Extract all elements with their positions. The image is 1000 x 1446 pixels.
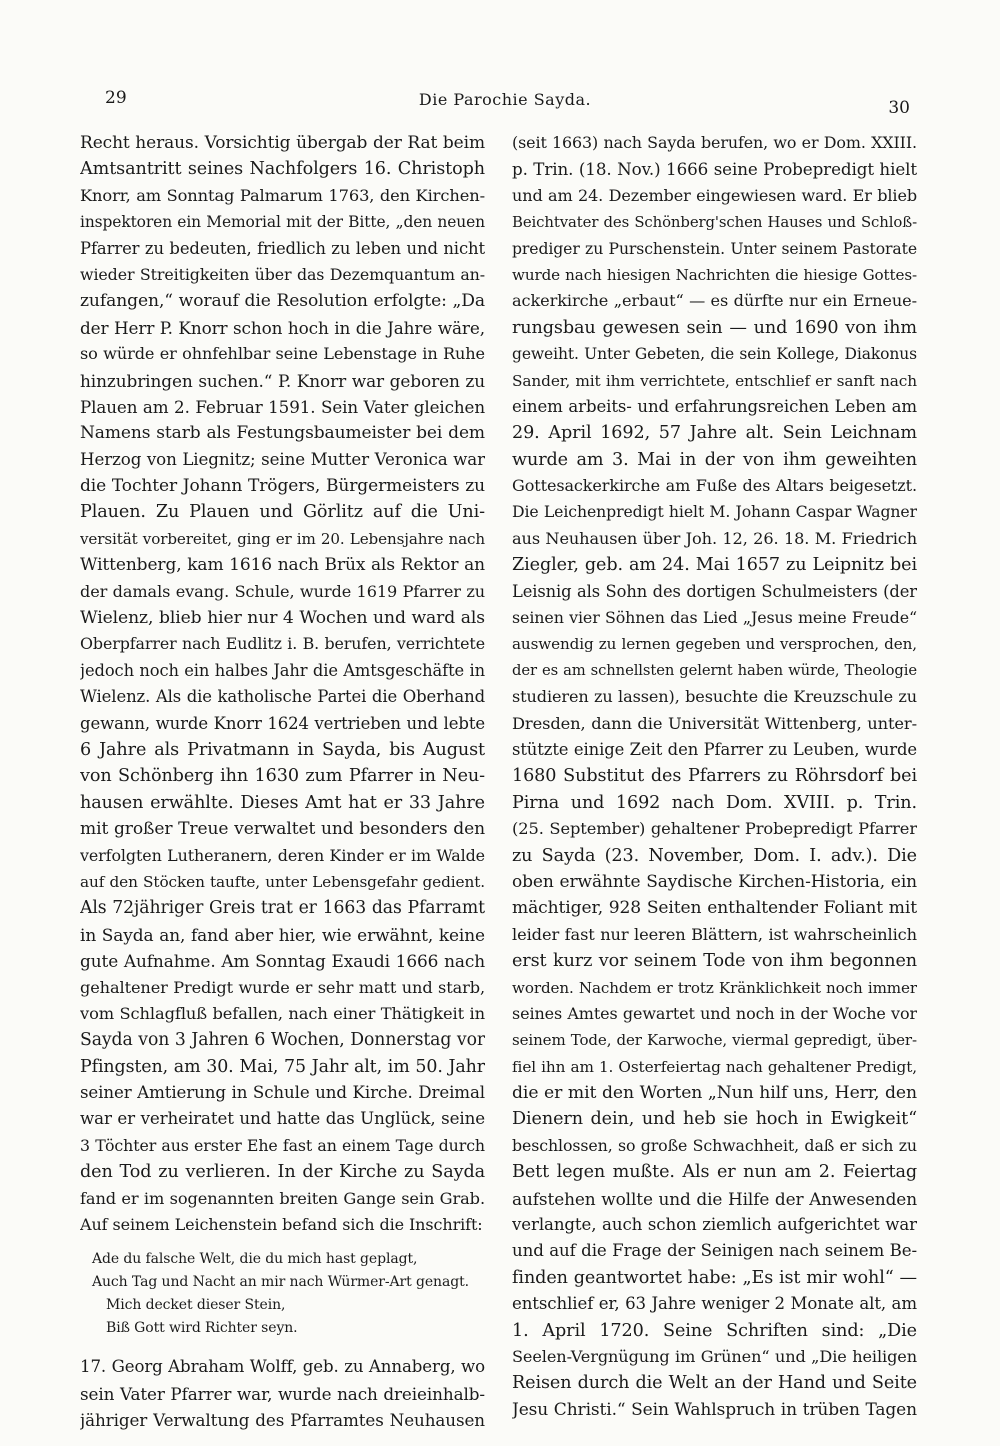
text-line: 1. April 1720. Seine Schriften sind: „Die — [512, 1320, 917, 1341]
text-line: Die Leichenpredigt hielt M. Johann Caspar Wagner — [512, 502, 917, 522]
text-line: versität vorbereitet, ging er im 20. Lebensjahre nach — [80, 529, 485, 548]
text-line: gute Aufnahme. Am Sonntag Exaudi 1666 nach — [80, 951, 485, 972]
text-line: Bett legen mußte. Als er nun am 2. Feiertag — [512, 1162, 917, 1183]
text-line: wurde am 3. Mai in der von ihm geweihten — [512, 449, 917, 470]
verse-line: Auch Tag und Nacht an mir nach Würmer-Art genagt. — [92, 1274, 469, 1291]
text-line: (seit 1663) nach Sayda berufen, wo er Dom. XXIII. — [512, 133, 917, 152]
text-line: 29. April 1692, 57 Jahre alt. Sein Leichnam — [512, 423, 917, 444]
text-line: fand er im sogenannten breiten Gange sein Grab. — [80, 1188, 485, 1208]
text-line: (25. September) gehaltener Probepredigt Pfarrer — [512, 819, 917, 839]
text-line: Pfingsten, am 30. Mai, 75 Jahr alt, im 50. Jahr — [80, 1056, 485, 1077]
text-line: entschlief er, 63 Jahre weniger 2 Monate alt, am — [512, 1294, 917, 1314]
text-line: Wittenberg, kam 1616 nach Brüx als Rektor an — [80, 555, 485, 576]
text-line: seinem Tode, der Karwoche, viermal gepredigt, über- — [512, 1031, 917, 1050]
text-line: Oberpfarrer nach Eudlitz i. B. berufen, verrichtete — [80, 634, 485, 654]
text-line: seiner Amtierung in Schule und Kirche. Dreimal — [80, 1083, 485, 1103]
text-line: zufangen,“ worauf die Resolution erfolgte: „Da — [80, 291, 485, 312]
text-line: Sander, mit ihm verrichtete, entschlief er sanft nach — [512, 371, 917, 390]
text-line: oben erwähnte Saydische Kirchen-Historia, ein — [512, 871, 917, 892]
text-line: Recht heraus. Vorsichtig übergab der Rat beim — [80, 133, 485, 153]
text-line: Amtsantritt seines Nachfolgers 16. Christoph — [80, 159, 485, 180]
text-line: verfolgten Lutheranern, deren Kinder er im Walde — [80, 845, 485, 865]
text-line: 6 Jahre als Privatmann in Sayda, bis August — [80, 739, 485, 760]
text-line: wieder Streitigkeiten über das Dezemquantum an- — [80, 264, 485, 284]
text-line: seines Amtes gewartet und noch in der Woche vor — [512, 1003, 917, 1023]
text-line: 1680 Substitut des Pfarrers zu Röhrsdorf bei — [512, 766, 917, 787]
text-line: und auf die Frage der Seinigen nach seinem Be- — [512, 1241, 917, 1261]
text-line: stützte einige Zeit den Pfarrer zu Leuben, wurde — [512, 739, 917, 759]
text-line: geweiht. Unter Gebeten, die sein Kollege, Diakonus — [512, 345, 917, 364]
text-line: leider fast nur leeren Blättern, ist wahrscheinlich — [512, 924, 917, 944]
text-line: von Schönberg ihn 1630 zum Pfarrer in Neu- — [80, 766, 485, 787]
epitaph-verse — [80, 1248, 485, 1340]
text-line: Auf seinem Leichenstein befand sich die Inschrift: — [80, 1215, 483, 1235]
text-line: die Tochter Johann Trögers, Bürgermeisters zu — [80, 476, 485, 497]
text-line: p. Trin. (18. Nov.) 1666 seine Probepredigt hielt — [512, 159, 917, 180]
text-line: prediger zu Purschenstein. Unter seinem Pastorate — [512, 238, 917, 258]
text-line: auf den Stöcken taufte, unter Lebensgefahr gedient. — [80, 872, 485, 891]
text-line: inspektoren ein Memorial mit der Bitte, „den neuen — [80, 213, 485, 232]
text-line: worden. Nachdem er trotz Kränklichkeit noch immer — [512, 978, 917, 997]
text-line: und am 24. Dezember eingewiesen ward. Er blieb — [512, 185, 917, 205]
text-line: in Sayda an, fand aber hier, wie erwähnt, keine — [80, 924, 485, 945]
text-line: verlangte, auch schon ziemlich aufgerichtet war — [512, 1215, 917, 1235]
right-column — [512, 130, 917, 1423]
text-line: die er mit den Worten „Nun hilf uns, Herr, den — [512, 1083, 917, 1104]
running-title: Die Parochie Sayda. — [418, 90, 592, 109]
text-line: Leisnig als Sohn des dortigen Schulmeisters (der — [512, 581, 917, 601]
page-number-left: 29 — [105, 88, 127, 108]
text-line: Herzog von Liegnitz; seine Mutter Veronica war — [80, 449, 485, 469]
text-line: den Tod zu verlieren. In der Kirche zu Sayda — [80, 1162, 485, 1183]
text-line: vom Schlagfluß befallen, nach einer Thätigkeit in — [80, 1003, 485, 1023]
page-number-right: 30 — [888, 98, 910, 118]
verse-line: Ade du falsche Welt, die du mich hast geplagt, — [92, 1251, 418, 1268]
text-line: beschlossen, so große Schwachheit, daß er sich zu — [512, 1135, 917, 1155]
text-line: Wielenz, blieb hier nur 4 Wochen und ward als — [80, 608, 485, 629]
text-line: aus Neuhausen über Joh. 12, 26. 18. M. Friedrich — [512, 528, 917, 548]
text-line: Seelen-Vergnügung im Grünen“ und „Die heiligen — [512, 1346, 917, 1366]
text-line: so würde er ohnfehlbar seine Lebenstage in Ruhe — [80, 344, 485, 364]
text-line: Reisen durch die Welt an der Hand und Seite — [512, 1373, 917, 1394]
text-line: der damals evang. Schule, wurde 1619 Pfarrer zu — [80, 581, 485, 601]
text-line: finden geantwortet habe: „Es ist mir wohl“ — — [512, 1267, 917, 1288]
text-line: Plauen. Zu Plauen und Görlitz auf die Uni- — [80, 502, 485, 523]
text-line: war er verheiratet und hatte das Unglück, seine — [80, 1109, 485, 1129]
text-line: ackerkirche „erbaut“ — es dürfte nur ein Erneue- — [512, 291, 917, 311]
text-line: der Herr P. Knorr schon hoch in die Jahre wäre, — [80, 317, 485, 338]
text-line: einem arbeits- und erfahrungsreichen Leben am — [512, 396, 917, 416]
text-line: aufstehen wollte und die Hilfe der Anwesenden — [512, 1188, 917, 1209]
text-line: Knorr, am Sonntag Palmarum 1763, den Kirchen- — [80, 185, 485, 205]
text-line: Plauen am 2. Februar 1591. Sein Vater gleichen — [80, 396, 485, 417]
text-line: hinzubringen suchen.“ P. Knorr war geboren zu — [80, 370, 485, 391]
text-line: gehaltener Predigt wurde er sehr matt und starb, — [80, 977, 485, 997]
text-line: seinen vier Söhnen das Lied „Jesus meine Freude“ — [512, 608, 917, 628]
text-line: Gottesackerkirche am Fuße des Altars beigesetzt. — [512, 476, 917, 496]
text-line: Dresden, dann die Universität Wittenberg, unter- — [512, 713, 917, 733]
text-line: Sayda von 3 Jahren 6 Wochen, Donnerstag vor — [80, 1030, 485, 1051]
text-line: Dienern dein, und heb sie hoch in Ewigkeit“ — [512, 1109, 917, 1130]
text-line: hausen erwählte. Dieses Amt hat er 33 Jahre — [80, 792, 485, 813]
text-line: Ziegler, geb. am 24. Mai 1657 zu Leipnitz bei — [512, 555, 917, 576]
text-line: zu Sayda (23. November, Dom. I. adv.). Die — [512, 845, 917, 866]
verse-line: Biß Gott wird Richter seyn. — [106, 1320, 298, 1337]
text-line: Beichtvater des Schönberg'schen Hauses und Schloß- — [512, 213, 917, 232]
text-line: rungsbau gewesen sein — und 1690 von ihm — [512, 317, 917, 338]
text-line: wurde nach hiesigen Nachrichten die hiesige Gottes- — [512, 265, 917, 284]
text-line: Jesu Christi.“ Sein Wahlspruch in trüben Tagen — [512, 1399, 917, 1420]
text-line: gewann, wurde Knorr 1624 vertrieben und lebte — [80, 713, 485, 733]
text-line: Namens starb als Festungsbaumeister bei dem — [80, 423, 485, 444]
text-line: fiel ihn am 1. Osterfeiertag nach gehaltener Predigt, — [512, 1057, 917, 1076]
text-line: jedoch noch ein halbes Jahr die Amtsgeschäfte in — [80, 660, 485, 680]
verse-line: Mich decket dieser Stein, — [106, 1297, 286, 1314]
text-line: studieren zu lassen), besuchte die Kreuzschule zu — [512, 687, 917, 707]
text-line: der es am schnellsten gelernt haben würde, Theologie — [512, 661, 917, 679]
text-line: Pfarrer zu bedeuten, friedlich zu leben und nicht — [80, 238, 485, 258]
text-line: Pirna und 1692 nach Dom. XVIII. p. Trin. — [512, 792, 917, 813]
text-line: jähriger Verwaltung des Pfarramtes Neuhausen — [80, 1410, 485, 1431]
text-line: auswendig zu lernen gegeben und versprochen, den, — [512, 635, 917, 654]
left-column — [80, 130, 485, 1434]
text-line: erst kurz vor seinem Tode von ihm begonnen — [512, 951, 917, 972]
text-line: Als 72jähriger Greis trat er 1663 das Pfarramt — [80, 898, 485, 919]
page-header — [100, 84, 910, 120]
text-line: Wielenz. Als die katholische Partei die Oberhand — [80, 687, 485, 707]
text-line: mächtiger, 928 Seiten enthaltender Foliant mit — [512, 898, 917, 919]
text-line: 3 Töchter aus erster Ehe fast an einem Tage durch — [80, 1135, 485, 1155]
text-line: sein Vater Pfarrer war, wurde nach dreieinhalb- — [80, 1383, 485, 1404]
text-line: 17. Georg Abraham Wolff, geb. zu Annaberg, wo — [80, 1357, 485, 1377]
text-line: mit großer Treue verwaltet und besonders den — [80, 819, 485, 840]
